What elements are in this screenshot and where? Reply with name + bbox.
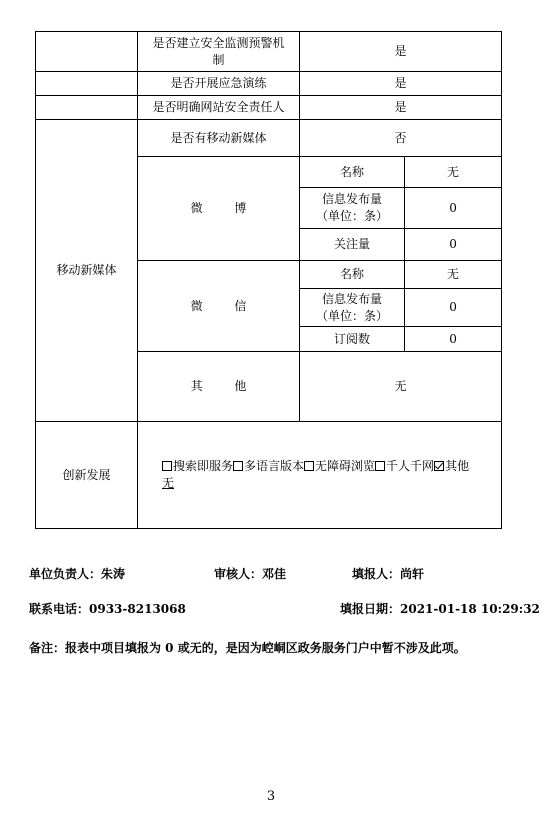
has-media-label: 是否有移动新媒体 [138, 120, 300, 157]
innovation-label: 创新发展 [36, 422, 138, 529]
monitoring-label: 是否建立安全监测预警机制 [138, 32, 300, 72]
has-media-value: 否 [300, 120, 502, 157]
innovation-option-accessibility: 无障碍浏览 [315, 459, 376, 473]
innovation-option-search: 搜索即服务 [173, 459, 234, 473]
wechat-posts-label: 信息发布量（单位：条） [300, 289, 405, 327]
weibo-followers-value: 0 [405, 229, 502, 261]
media-section-label: 移动新媒体 [36, 120, 138, 422]
responsible-value: 是 [300, 96, 502, 120]
wechat-subs-value: 0 [405, 327, 502, 352]
responsible-label: 是否明确网站安全责任人 [138, 96, 300, 120]
weibo-followers-label: 关注量 [300, 229, 405, 261]
report-date: 填报日期：2021-01-18 10:29:32 [340, 602, 540, 616]
wechat-subs-label: 订阅数 [300, 327, 405, 352]
unit-head: 单位负责人：朱涛 [29, 567, 126, 581]
drill-label: 是否开展应急演练 [138, 72, 300, 96]
weibo-posts-value: 0 [405, 188, 502, 229]
page-number: 3 [266, 789, 276, 804]
wechat-label: 微 信 [138, 261, 300, 352]
security-blank-cell [36, 32, 138, 72]
reporter: 填报人：尚轩 [352, 567, 425, 581]
other-media-value: 无 [300, 352, 502, 422]
security-blank-cell-2 [36, 72, 138, 96]
wechat-name-value: 无 [405, 261, 502, 289]
checked-checkbox-icon [434, 461, 444, 471]
innovation-option-multilingual: 多语言版本 [244, 459, 305, 473]
weibo-name-value: 无 [405, 157, 502, 188]
checkbox-icon [304, 461, 314, 471]
report-table [35, 31, 502, 529]
weibo-name-label: 名称 [300, 157, 405, 188]
checkbox-icon [162, 461, 172, 471]
contact-phone: 联系电话：0933-8213068 [29, 602, 186, 616]
other-media-label: 其 他 [138, 352, 300, 422]
weibo-posts-label: 信息发布量（单位：条） [300, 188, 405, 229]
innovation-option-personalized: 千人千网 [386, 459, 435, 473]
security-blank-cell-3 [36, 96, 138, 120]
footnote: 备注：报表中项目填报为 0 或无的，是因为崆峒区政务服务门户中暂不涉及此项。 [29, 641, 466, 655]
checkbox-icon [233, 461, 243, 471]
reviewer: 审核人：邓佳 [214, 567, 287, 581]
monitoring-value: 是 [300, 32, 502, 72]
drill-value: 是 [300, 72, 502, 96]
innovation-options [138, 422, 502, 529]
innovation-option-other: 其他 [445, 459, 470, 473]
wechat-posts-value: 0 [405, 289, 502, 327]
checkbox-icon [375, 461, 385, 471]
innovation-other-text: 无 [162, 476, 175, 490]
wechat-name-label: 名称 [300, 261, 405, 289]
weibo-label: 微 博 [138, 157, 300, 261]
